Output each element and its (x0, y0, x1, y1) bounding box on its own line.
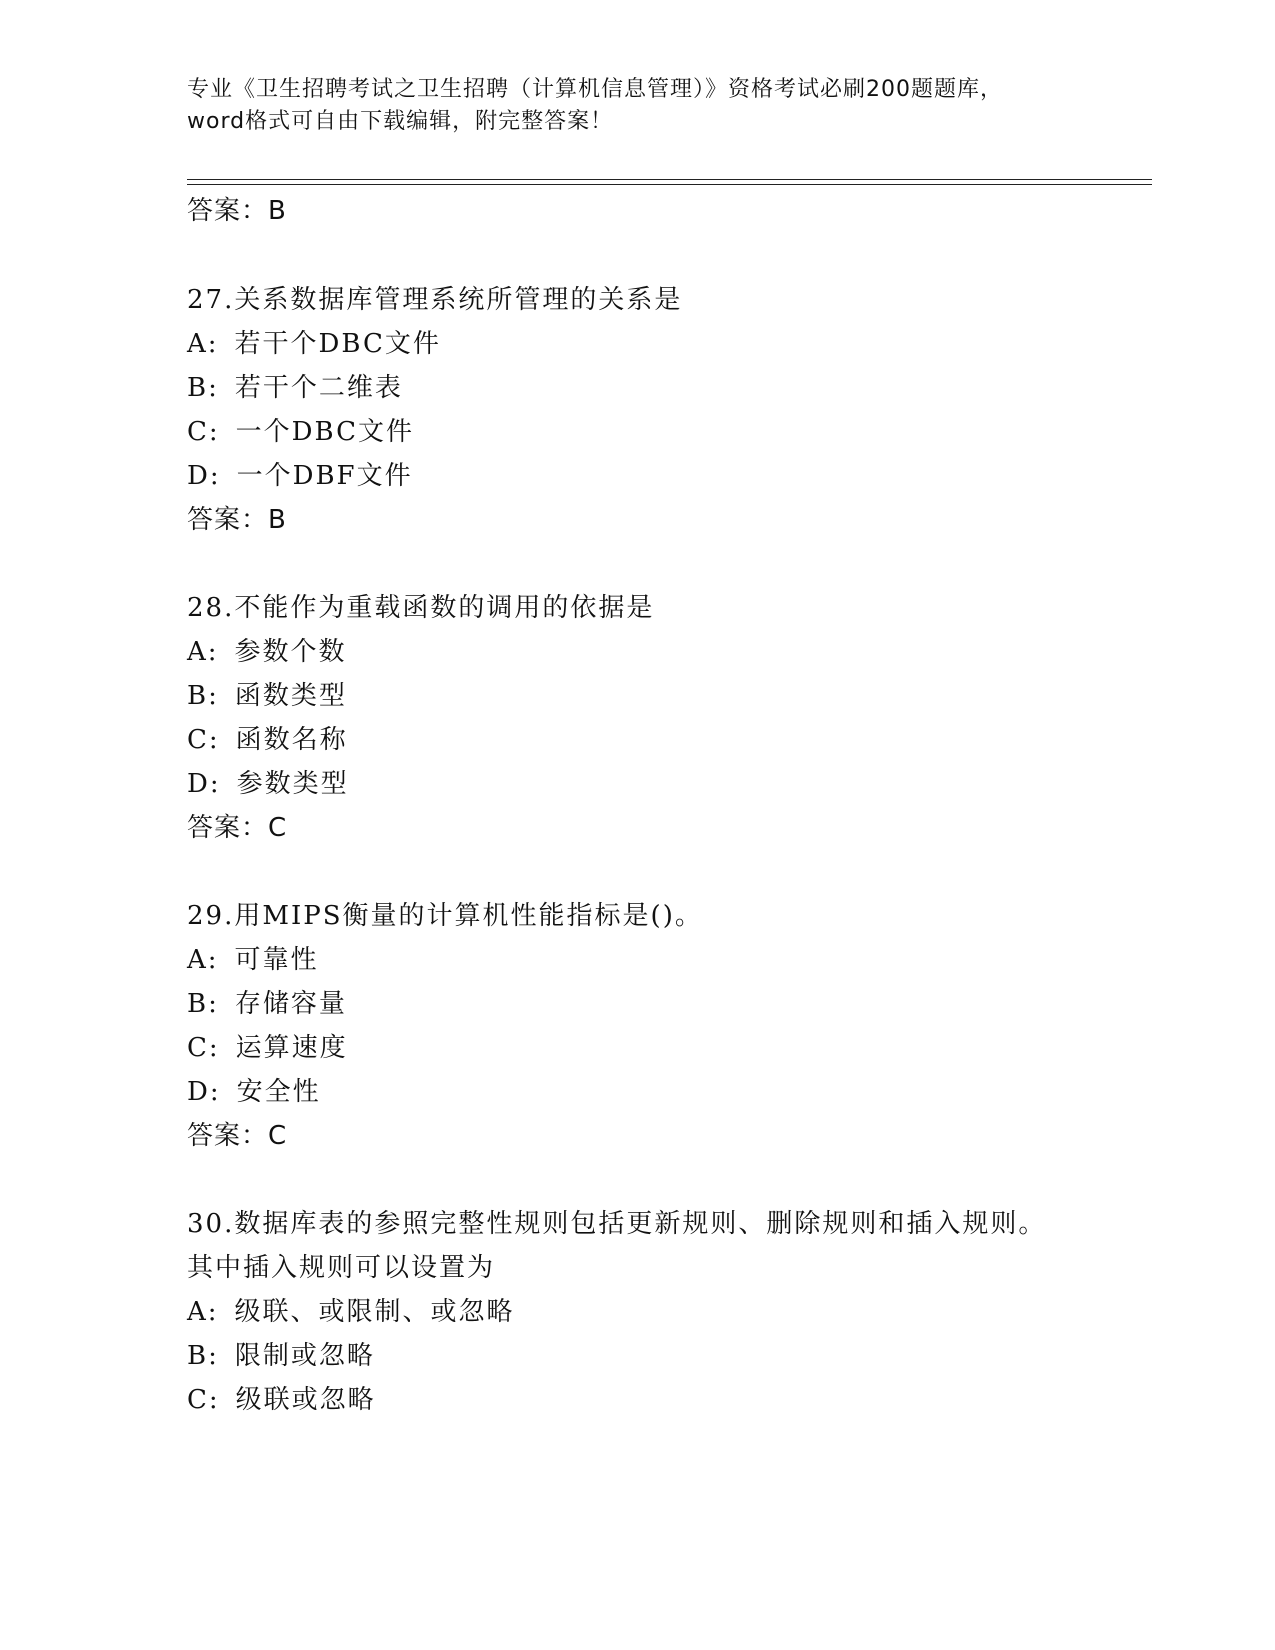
header-line-1: 专业《卫生招聘考试之卫生招聘（计算机信息管理）》资格考试必刷200题题库， (187, 77, 1003, 102)
option-letter: B: (187, 373, 219, 403)
header-divider-top (187, 179, 1152, 180)
option-letter: D: (187, 1077, 221, 1107)
option-letter: C: (187, 1033, 220, 1063)
option-a (187, 940, 319, 980)
question-number: 30. (187, 1209, 235, 1239)
option-a (187, 632, 347, 672)
option-text: 限制或忽略 (234, 1341, 375, 1371)
option-d (187, 764, 349, 804)
option-text: 若干个二维表 (234, 373, 403, 403)
header-divider-bottom (187, 184, 1152, 185)
option-c (187, 720, 348, 760)
answer-label: 答案： (187, 196, 269, 226)
question-29 (187, 896, 703, 936)
option-letter: C: (187, 725, 220, 755)
answer-line (187, 500, 287, 540)
option-text: 可靠性 (234, 945, 319, 975)
option-letter: B: (187, 989, 219, 1019)
answer-label: 答案： (187, 813, 269, 843)
option-b (187, 984, 347, 1024)
option-letter: B: (187, 681, 219, 711)
option-text: 一个DBC文件 (235, 417, 414, 447)
question-text: 数据库表的参照完整性规则包括更新规则、删除规则和插入规则。 (234, 1209, 1047, 1239)
document-header (187, 74, 1087, 138)
question-text: 关系数据库管理系统所管理的关系是 (234, 285, 683, 315)
option-d (187, 456, 413, 496)
option-text: 运算速度 (235, 1033, 348, 1063)
option-b (187, 1336, 375, 1376)
option-letter: C: (187, 417, 220, 447)
option-text: 一个DBF文件 (236, 461, 413, 491)
option-text: 参数类型 (236, 769, 349, 799)
answer-value: B (268, 505, 287, 535)
answer-value: C (268, 813, 288, 843)
option-letter: A: (187, 637, 219, 667)
option-text: 函数类型 (234, 681, 347, 711)
answer-line (187, 808, 287, 848)
option-b (187, 368, 403, 408)
question-text: 不能作为重载函数的调用的依据是 (234, 593, 655, 623)
option-a (187, 324, 441, 364)
option-letter: B: (187, 1341, 219, 1371)
question-30 (187, 1204, 1046, 1244)
answer-line (187, 191, 287, 231)
question-number: 29. (187, 901, 235, 931)
answer-label: 答案： (187, 505, 269, 535)
answer-value: B (268, 196, 287, 226)
option-letter: D: (187, 461, 221, 491)
question-number: 27. (187, 285, 235, 315)
option-text: 级联或忽略 (235, 1385, 376, 1415)
option-letter: D: (187, 769, 221, 799)
option-text: 安全性 (236, 1077, 321, 1107)
option-b (187, 676, 347, 716)
option-text: 若干个DBC文件 (234, 329, 441, 359)
answer-line (187, 1116, 287, 1156)
option-d (187, 1072, 321, 1112)
option-letter: A: (187, 945, 219, 975)
option-c (187, 1028, 348, 1068)
option-text: 存储容量 (234, 989, 347, 1019)
option-a (187, 1292, 515, 1332)
option-letter: A: (187, 1297, 219, 1327)
option-c (187, 412, 414, 452)
question-text-continued: 其中插入规则可以设置为 (187, 1253, 496, 1283)
option-letter: A: (187, 329, 219, 359)
question-text: 用MIPS衡量的计算机性能指标是()。 (234, 901, 703, 931)
option-text: 参数个数 (234, 637, 347, 667)
option-c (187, 1380, 376, 1420)
question-28 (187, 588, 654, 628)
answer-label: 答案： (187, 1121, 269, 1151)
option-text: 函数名称 (235, 725, 348, 755)
question-27 (187, 280, 682, 320)
answer-value: C (268, 1121, 288, 1151)
option-text: 级联、或限制、或忽略 (234, 1297, 515, 1327)
question-number: 28. (187, 593, 235, 623)
option-letter: C: (187, 1385, 220, 1415)
header-line-2: word格式可自由下载编辑，附完整答案！ (187, 109, 614, 134)
